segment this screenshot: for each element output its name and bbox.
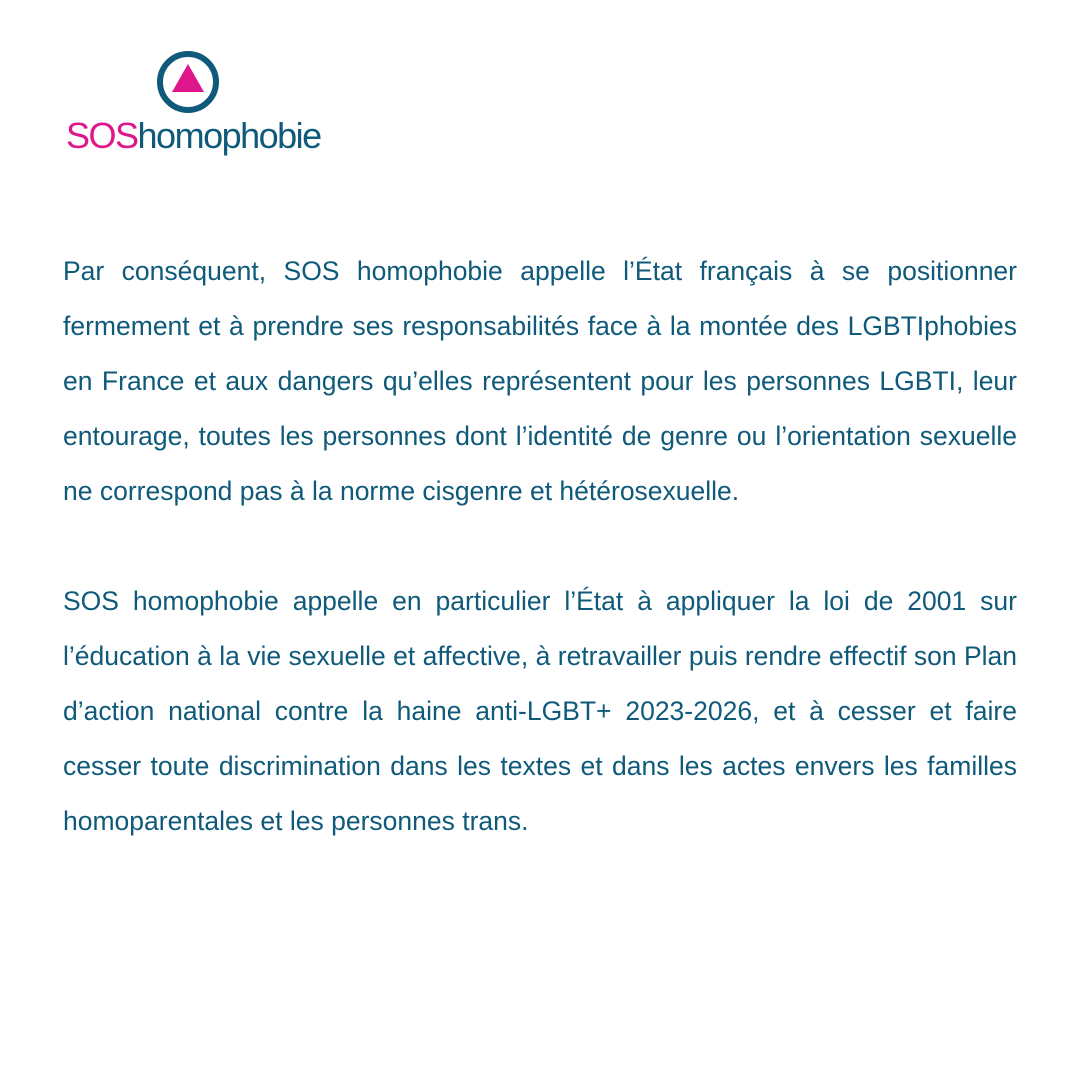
paragraph-1: Par conséquent, SOS homophobie appelle l’État français à se positionner fermement et à prendre ses responsabilités face à la montée des LGBTIphobies en France et aux dangers qu’elles représentent pour les personnes LGBTI, leur entourage, toutes les personnes dont l’identité de genre ou l’orientation sexuelle ne correspond pas à la norme cisgenre et hétérosexuelle.	[63, 256, 1017, 506]
logo-circle-triangle-icon	[156, 50, 220, 114]
statement-body	[63, 244, 1017, 849]
sos-homophobie-logo	[64, 50, 324, 160]
logo-homophobie-text: homophobie	[137, 115, 321, 156]
logo-triangle	[172, 64, 204, 92]
logo-sos-text: SOS	[66, 115, 138, 156]
paragraph-2: SOS homophobie appelle en particulier l’État à appliquer la loi de 2001 sur l’éducation à la vie sexuelle et affective, à retravailler puis rendre effectif son Plan d’action national contre la haine anti-LGBT+ 2023-2026, et à cesser et faire cesser toute discrimination dans les textes et dans les actes envers les familles homoparentales et les personnes trans.	[63, 586, 1017, 836]
logo-wordmark	[66, 114, 321, 158]
